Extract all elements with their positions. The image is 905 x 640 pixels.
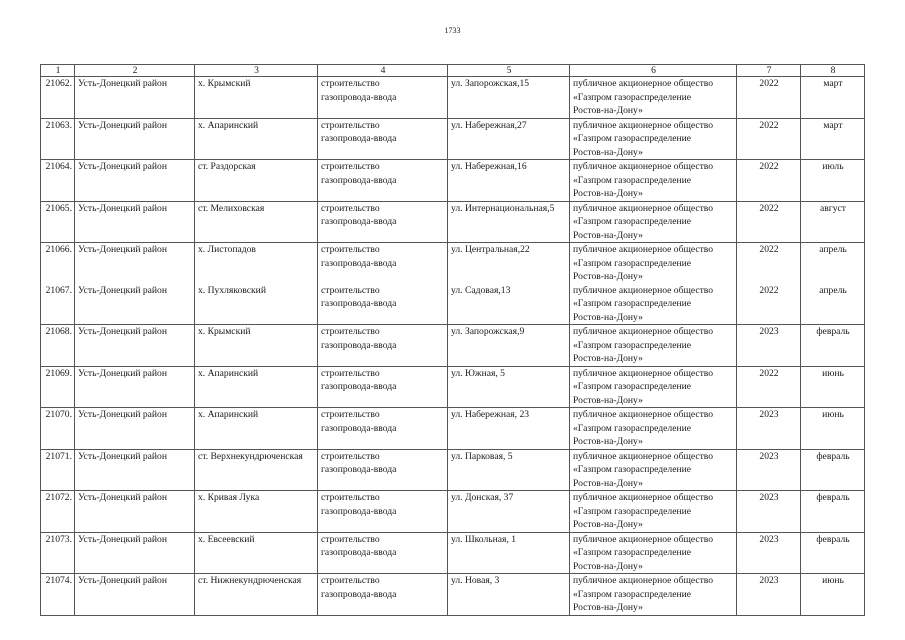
address-cell: [448, 449, 570, 491]
address-cell-line: ул. Набережная, 23: [451, 409, 530, 420]
organization-cell-line: публичное акционерное общество: [573, 492, 714, 503]
table-row: [41, 201, 865, 243]
year-cell: [737, 284, 801, 325]
organization-cell-line: «Газпром газораспределение: [573, 339, 691, 351]
work-type-cell: [318, 532, 448, 574]
work-type-cell-line: газопровода-ввода: [321, 174, 397, 186]
year-cell-line: 2023: [759, 450, 779, 462]
table-row: [41, 574, 865, 616]
row-number-line: 21071.: [45, 450, 72, 462]
district-cell-line: Усть-Донецкий район: [78, 533, 167, 545]
address-cell-line: ул. Парковая, 5: [451, 450, 513, 462]
settlement-cell-line: х. Апаринский: [198, 119, 259, 131]
settlement-cell-line: ст. Верхнекундрюченская: [198, 450, 303, 462]
organization-cell: [570, 77, 737, 119]
year-cell: [737, 243, 801, 284]
year-cell: [737, 201, 801, 243]
table-row: [41, 118, 865, 160]
month-cell: [801, 160, 865, 202]
work-type-cell-line: строительство: [321, 119, 380, 131]
work-type-cell: [318, 284, 448, 325]
settlement-cell-line: х. Апаринский: [198, 367, 259, 379]
month-cell-line: апрель: [819, 244, 847, 255]
organization-cell: [570, 243, 737, 284]
work-type-cell-line: газопровода-ввода: [321, 339, 397, 351]
address-cell: [448, 201, 570, 243]
organization-cell-line: публичное акционерное общество: [573, 326, 714, 337]
work-type-cell: [318, 160, 448, 202]
row-number-line: 21074.: [45, 575, 72, 586]
month-cell-line: июль: [822, 161, 844, 172]
work-type-cell-line: газопровода-ввода: [321, 464, 397, 475]
organization-cell: [570, 201, 737, 243]
address-cell-line: ул. Садовая,13: [451, 284, 511, 296]
settlement-cell: [195, 77, 318, 119]
organization-cell-line: «Газпром газораспределение: [573, 216, 691, 227]
work-type-cell-line: строительство: [321, 533, 380, 545]
row-number: [41, 201, 75, 243]
address-cell-line: ул. Набережная,27: [451, 119, 527, 131]
row-number: [41, 574, 75, 616]
district-cell-line: Усть-Донецкий район: [78, 450, 167, 462]
district-cell-line: Усть-Донецкий район: [78, 202, 167, 214]
address-cell-line: ул. Школьная, 1: [451, 533, 517, 545]
col-header-3: 3: [195, 65, 318, 77]
organization-cell-line: Ростов-на-Дону»: [573, 519, 643, 530]
address-cell: [448, 408, 570, 450]
work-type-cell: [318, 201, 448, 243]
row-number-line: 21072.: [45, 492, 72, 503]
organization-cell: [570, 491, 737, 533]
work-type-cell-line: строительство: [321, 492, 380, 503]
settlement-cell: [195, 243, 318, 284]
row-number: [41, 160, 75, 202]
organization-cell-line: публичное акционерное общество: [573, 161, 714, 172]
year-cell-line: 2022: [759, 284, 779, 296]
organization-cell-line: Ростов-на-Дону»: [573, 146, 643, 158]
district-cell-line: Усть-Донецкий район: [78, 161, 167, 172]
row-number: [41, 284, 75, 325]
table-row: [41, 449, 865, 491]
district-cell-line: Усть-Донецкий район: [78, 409, 167, 420]
year-cell-line: 2022: [759, 161, 779, 172]
organization-cell-line: Ростов-на-Дону»: [573, 311, 643, 323]
row-number-line: 21066.: [45, 244, 72, 255]
year-cell: [737, 160, 801, 202]
month-cell: [801, 325, 865, 367]
settlement-cell-line: х. Кривая Лука: [198, 492, 260, 503]
work-type-cell-line: строительство: [321, 450, 380, 462]
table-row: [41, 532, 865, 574]
year-cell-line: 2023: [759, 409, 779, 420]
settlement-cell: [195, 284, 318, 325]
settlement-cell-line: х. Апаринский: [198, 409, 259, 420]
work-type-cell-line: газопровода-ввода: [321, 381, 397, 392]
month-cell: [801, 243, 865, 284]
address-cell-line: ул. Запорожская,15: [451, 78, 530, 89]
month-cell-line: апрель: [819, 284, 847, 296]
col-header-1: 1: [41, 65, 75, 77]
address-cell-line: ул. Набережная,16: [451, 161, 527, 172]
settlement-cell-line: х. Евсеевский: [198, 533, 255, 545]
work-type-cell-line: строительство: [321, 161, 380, 172]
organization-cell: [570, 408, 737, 450]
row-number: [41, 449, 75, 491]
col-header-5: 5: [448, 65, 570, 77]
work-type-cell-line: газопровода-ввода: [321, 547, 397, 558]
organization-cell-line: Ростов-на-Дону»: [573, 602, 643, 613]
year-cell: [737, 366, 801, 408]
address-cell-line: ул. Центральная,22: [451, 244, 530, 255]
address-cell: [448, 366, 570, 408]
settlement-cell: [195, 160, 318, 202]
organization-cell-line: «Газпром газораспределение: [573, 547, 691, 558]
row-number-line: 21064.: [45, 161, 72, 172]
address-cell: [448, 118, 570, 160]
organization-cell-line: публичное акционерное общество: [573, 533, 714, 545]
year-cell: [737, 574, 801, 616]
organization-cell-line: «Газпром газораспределение: [573, 133, 691, 144]
address-cell: [448, 491, 570, 533]
year-cell: [737, 491, 801, 533]
row-number-line: 21062.: [45, 78, 72, 89]
organization-cell-line: публичное акционерное общество: [573, 202, 714, 214]
district-cell-line: Усть-Донецкий район: [78, 367, 167, 379]
work-type-cell-line: газопровода-ввода: [321, 505, 397, 517]
col-header-2: 2: [75, 65, 195, 77]
row-number-line: 21069.: [45, 367, 72, 379]
work-type-cell-line: строительство: [321, 326, 380, 337]
month-cell: [801, 449, 865, 491]
work-type-cell-line: строительство: [321, 202, 380, 214]
table-row: [41, 491, 865, 533]
month-cell-line: февраль: [816, 533, 850, 545]
table-row: [41, 77, 865, 119]
organization-cell-line: «Газпром газораспределение: [573, 257, 691, 269]
work-type-cell-line: газопровода-ввода: [321, 422, 397, 434]
organization-cell-line: «Газпром газораспределение: [573, 588, 691, 600]
organization-cell-line: публичное акционерное общество: [573, 78, 714, 89]
month-cell-line: июнь: [822, 367, 844, 379]
address-cell-line: ул. Южная, 5: [451, 367, 505, 379]
work-type-cell-line: строительство: [321, 284, 380, 296]
district-cell: [75, 160, 195, 202]
gasification-table: [40, 64, 865, 616]
settlement-cell: [195, 491, 318, 533]
organization-cell-line: Ростов-на-Дону»: [573, 477, 643, 489]
work-type-cell: [318, 366, 448, 408]
row-number: [41, 408, 75, 450]
table-row: [41, 366, 865, 408]
row-number: [41, 243, 75, 284]
settlement-cell-line: ст. Мелиховская: [198, 202, 265, 214]
month-cell-line: март: [823, 78, 843, 89]
table-row: [41, 284, 865, 325]
page-number: 1733: [444, 26, 461, 35]
table-row: [41, 243, 865, 284]
month-cell-line: август: [820, 202, 846, 214]
organization-cell-line: «Газпром газораспределение: [573, 298, 691, 309]
settlement-cell-line: ст. Раздорская: [198, 161, 256, 172]
month-cell: [801, 77, 865, 119]
year-cell-line: 2023: [759, 575, 779, 586]
district-cell: [75, 77, 195, 119]
work-type-cell-line: газопровода-ввода: [321, 298, 397, 309]
month-cell-line: февраль: [816, 326, 850, 337]
work-type-cell-line: строительство: [321, 78, 380, 89]
month-cell: [801, 532, 865, 574]
work-type-cell: [318, 243, 448, 284]
organization-cell-line: публичное акционерное общество: [573, 284, 714, 296]
address-cell: [448, 77, 570, 119]
settlement-cell: [195, 532, 318, 574]
organization-cell-line: Ростов-на-Дону»: [573, 105, 643, 116]
settlement-cell-line: ст. Нижнекундрюченская: [198, 575, 302, 586]
settlement-cell-line: х. Пухляковский: [198, 284, 266, 296]
address-cell: [448, 160, 570, 202]
settlement-cell: [195, 408, 318, 450]
district-cell: [75, 325, 195, 367]
organization-cell-line: публичное акционерное общество: [573, 450, 714, 462]
address-cell: [448, 574, 570, 616]
organization-cell-line: Ростов-на-Дону»: [573, 229, 643, 241]
month-cell-line: февраль: [816, 450, 850, 462]
organization-cell-line: Ростов-на-Дону»: [573, 394, 643, 406]
row-number-line: 21070.: [45, 409, 72, 420]
year-cell: [737, 449, 801, 491]
settlement-cell: [195, 366, 318, 408]
work-type-cell-line: газопровода-ввода: [321, 216, 397, 227]
work-type-cell: [318, 491, 448, 533]
year-cell: [737, 532, 801, 574]
row-number: [41, 118, 75, 160]
organization-cell: [570, 449, 737, 491]
organization-cell-line: публичное акционерное общество: [573, 119, 714, 131]
work-type-cell-line: газопровода-ввода: [321, 133, 397, 144]
month-cell-line: март: [823, 119, 843, 131]
district-cell: [75, 201, 195, 243]
organization-cell: [570, 574, 737, 616]
organization-cell-line: «Газпром газораспределение: [573, 174, 691, 186]
col-header-6: 6: [570, 65, 737, 77]
month-cell: [801, 491, 865, 533]
row-number: [41, 366, 75, 408]
work-type-cell: [318, 408, 448, 450]
year-cell: [737, 325, 801, 367]
year-cell: [737, 77, 801, 119]
settlement-cell: [195, 449, 318, 491]
address-cell-line: ул. Запорожская,9: [451, 326, 525, 337]
organization-cell-line: «Газпром газораспределение: [573, 505, 691, 517]
year-cell-line: 2023: [759, 492, 779, 503]
table-row: [41, 408, 865, 450]
year-cell-line: 2022: [759, 202, 779, 214]
district-cell: [75, 284, 195, 325]
organization-cell: [570, 118, 737, 160]
organization-cell-line: публичное акционерное общество: [573, 367, 714, 379]
district-cell: [75, 408, 195, 450]
work-type-cell-line: строительство: [321, 367, 380, 379]
organization-cell: [570, 366, 737, 408]
month-cell: [801, 408, 865, 450]
row-number: [41, 77, 75, 119]
address-cell-line: ул. Новая, 3: [451, 575, 500, 586]
year-cell-line: 2023: [759, 326, 779, 337]
address-cell: [448, 284, 570, 325]
month-cell: [801, 574, 865, 616]
district-cell-line: Усть-Донецкий район: [78, 119, 167, 131]
address-cell-line: ул. Интернациональная,5: [451, 202, 555, 214]
month-cell: [801, 201, 865, 243]
work-type-cell-line: строительство: [321, 244, 380, 255]
district-cell: [75, 243, 195, 284]
settlement-cell-line: х. Крымский: [198, 78, 251, 89]
table-body: [41, 77, 865, 616]
district-cell-line: Усть-Донецкий район: [78, 244, 167, 255]
settlement-cell: [195, 118, 318, 160]
month-cell: [801, 284, 865, 325]
work-type-cell-line: газопровода-ввода: [321, 588, 397, 600]
work-type-cell: [318, 574, 448, 616]
col-header-7: 7: [737, 65, 801, 77]
year-cell-line: 2022: [759, 78, 779, 89]
address-cell: [448, 325, 570, 367]
organization-cell-line: Ростов-на-Дону»: [573, 353, 643, 364]
work-type-cell-line: газопровода-ввода: [321, 91, 397, 103]
work-type-cell: [318, 77, 448, 119]
work-type-cell: [318, 449, 448, 491]
organization-cell-line: Ростов-на-Дону»: [573, 560, 643, 572]
settlement-cell: [195, 574, 318, 616]
work-type-cell-line: газопровода-ввода: [321, 257, 397, 269]
organization-cell-line: Ростов-на-Дону»: [573, 271, 643, 282]
row-number-line: 21073.: [45, 533, 72, 545]
year-cell: [737, 408, 801, 450]
month-cell: [801, 366, 865, 408]
year-cell: [737, 118, 801, 160]
table-row: [41, 160, 865, 202]
row-number-line: 21065.: [45, 202, 72, 214]
district-cell-line: Усть-Донецкий район: [78, 284, 167, 296]
organization-cell-line: Ростов-на-Дону»: [573, 436, 643, 447]
month-cell-line: июнь: [822, 575, 844, 586]
district-cell-line: Усть-Донецкий район: [78, 326, 167, 337]
district-cell: [75, 574, 195, 616]
month-cell: [801, 118, 865, 160]
address-cell: [448, 243, 570, 284]
organization-cell-line: «Газпром газораспределение: [573, 422, 691, 434]
header-row: [41, 65, 865, 77]
col-header-8: 8: [801, 65, 865, 77]
year-cell-line: 2022: [759, 244, 779, 255]
district-cell: [75, 118, 195, 160]
organization-cell-line: «Газпром газораспределение: [573, 464, 691, 475]
settlement-cell-line: х. Крымский: [198, 326, 251, 337]
district-cell-line: Усть-Донецкий район: [78, 78, 167, 89]
organization-cell-line: «Газпром газораспределение: [573, 381, 691, 392]
address-cell-line: ул. Донская, 37: [451, 492, 514, 503]
organization-cell-line: Ростов-на-Дону»: [573, 188, 643, 199]
settlement-cell: [195, 201, 318, 243]
organization-cell: [570, 284, 737, 325]
organization-cell: [570, 160, 737, 202]
year-cell-line: 2023: [759, 533, 779, 545]
district-cell-line: Усть-Донецкий район: [78, 492, 167, 503]
district-cell: [75, 366, 195, 408]
district-cell: [75, 532, 195, 574]
district-cell: [75, 449, 195, 491]
month-cell-line: февраль: [816, 492, 850, 503]
organization-cell: [570, 532, 737, 574]
work-type-cell: [318, 325, 448, 367]
organization-cell-line: «Газпром газораспределение: [573, 91, 691, 103]
year-cell-line: 2022: [759, 367, 779, 379]
row-number-line: 21063.: [45, 119, 72, 131]
organization-cell-line: публичное акционерное общество: [573, 244, 714, 255]
work-type-cell: [318, 118, 448, 160]
row-number-line: 21068.: [45, 326, 72, 337]
organization-cell: [570, 325, 737, 367]
row-number: [41, 532, 75, 574]
row-number: [41, 325, 75, 367]
organization-cell-line: публичное акционерное общество: [573, 409, 714, 420]
row-number: [41, 491, 75, 533]
row-number-line: 21067.: [45, 284, 72, 296]
table-row: [41, 325, 865, 367]
organization-cell-line: публичное акционерное общество: [573, 575, 714, 586]
address-cell: [448, 532, 570, 574]
month-cell-line: июнь: [822, 409, 844, 420]
district-cell: [75, 491, 195, 533]
work-type-cell-line: строительство: [321, 575, 380, 586]
year-cell-line: 2022: [759, 119, 779, 131]
col-header-4: 4: [318, 65, 448, 77]
settlement-cell-line: х. Листопадов: [198, 244, 256, 255]
settlement-cell: [195, 325, 318, 367]
district-cell-line: Усть-Донецкий район: [78, 575, 167, 586]
work-type-cell-line: строительство: [321, 409, 380, 420]
